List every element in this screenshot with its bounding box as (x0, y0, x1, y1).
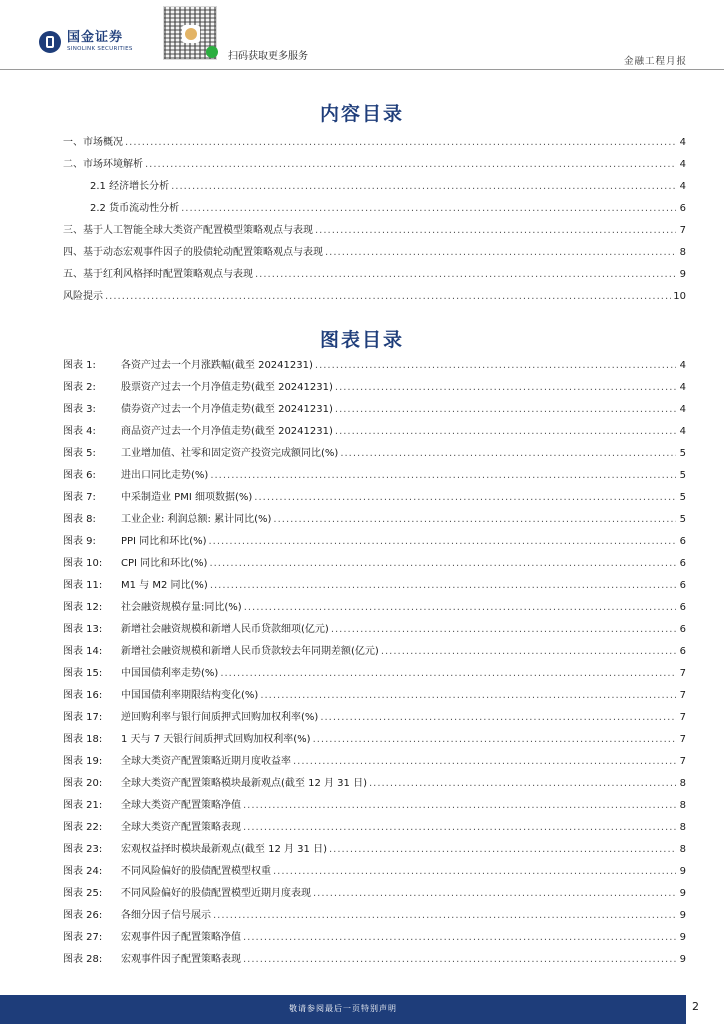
dot-leader (273, 866, 676, 877)
toc-entry[interactable] (63, 243, 686, 265)
lof-entry[interactable] (63, 378, 686, 400)
lof-entry-label (63, 752, 291, 767)
lof-entry-label (63, 378, 333, 393)
lof-entry-number: 图表 3: (63, 404, 96, 415)
header-divider (0, 69, 724, 70)
lof-entry-number: 图表 27: (63, 932, 103, 943)
lof-entry-page: 6 (679, 646, 686, 657)
lof-entry-title: 宏观权益择时模块最新观点(截至 12 月 31 日) (121, 844, 327, 855)
dot-leader (369, 778, 676, 789)
toc-entry-page: 7 (679, 225, 686, 236)
lof-entry-label (63, 950, 241, 965)
toc-entry-label: 2.1 经济增长分析 (90, 181, 170, 192)
lof-entry-label (63, 730, 311, 745)
dot-leader (315, 225, 676, 236)
toc-entry-page: 4 (679, 159, 686, 170)
dot-leader (313, 888, 676, 899)
toc-list (63, 133, 686, 309)
dot-leader (335, 382, 676, 393)
lof-entry-page: 4 (679, 426, 686, 437)
lof-entry-title: CPI 同比和环比(%) (121, 558, 208, 569)
dot-leader (243, 932, 676, 943)
lof-entry-number: 图表 2: (63, 382, 96, 393)
lof-entry-number: 图表 19: (63, 756, 103, 767)
lof-entry-label (63, 906, 211, 921)
dot-leader (315, 360, 676, 371)
lof-entry[interactable] (63, 664, 686, 686)
dot-leader (220, 668, 676, 679)
lof-entry-number: 图表 9: (63, 536, 96, 547)
dot-leader (209, 558, 676, 569)
lof-list (63, 356, 686, 972)
dot-leader (145, 159, 676, 170)
lof-entry[interactable] (63, 884, 686, 906)
lof-entry-label (63, 532, 207, 547)
lof-entry[interactable] (63, 444, 686, 466)
lof-entry-page: 5 (679, 492, 686, 503)
page-number: 2 (692, 1000, 699, 1013)
lof-entry-title: 股票资产过去一个月净值走势(截至 20241231) (121, 382, 333, 393)
toc-entry-label: 四、基于动态宏观事件因子的股债轮动配置策略观点与表现 (63, 247, 323, 258)
toc-entry[interactable] (63, 221, 686, 243)
footer-disclaimer: 敬请参阅最后一页特别声明 (289, 1004, 397, 1013)
dot-leader (313, 734, 676, 745)
lof-entry-page: 7 (679, 668, 686, 679)
lof-entry[interactable] (63, 686, 686, 708)
lof-entry-number: 图表 14: (63, 646, 103, 657)
lof-entry-number: 图表 26: (63, 910, 103, 921)
lof-entry-page: 9 (679, 888, 686, 899)
lof-entry-number: 图表 10: (63, 558, 103, 569)
lof-entry-label (63, 510, 271, 525)
lof-entry-number: 图表 8: (63, 514, 96, 525)
dot-leader (181, 203, 676, 214)
lof-entry-label (63, 884, 311, 899)
lof-entry[interactable] (63, 796, 686, 818)
dot-leader (243, 800, 676, 811)
lof-entry-number: 图表 21: (63, 800, 103, 811)
lof-entry[interactable] (63, 730, 686, 752)
lof-entry-number: 图表 17: (63, 712, 103, 723)
lof-entry-title: 中采制造业 PMI 细项数据(%) (121, 492, 253, 503)
lof-entry-page: 7 (679, 712, 686, 723)
dot-leader (254, 492, 676, 503)
lof-entry-number: 图表 24: (63, 866, 103, 877)
dot-leader (210, 470, 676, 481)
lof-entry-label (63, 576, 208, 591)
lof-entry-title: 宏观事件因子配置策略表现 (121, 954, 241, 965)
toc-entry[interactable] (63, 155, 686, 177)
lof-entry[interactable] (63, 752, 686, 774)
dot-leader (171, 181, 676, 192)
toc-entry-label: 五、基于红利风格择时配置策略观点与表现 (63, 269, 253, 280)
lof-entry-title: 全球大类资产配置策略近期月度收益率 (121, 756, 291, 767)
lof-entry[interactable] (63, 862, 686, 884)
lof-entry-title: M1 与 M2 同比(%) (121, 580, 208, 591)
toc-entry-label: 三、基于人工智能全球大类资产配置模型策略观点与表现 (63, 225, 313, 236)
lof-entry-label (63, 554, 207, 569)
lof-entry-label (63, 840, 327, 855)
lof-entry-title: 中国国债利率走势(%) (121, 668, 219, 679)
lof-entry-title: 工业企业: 利润总额: 累计同比(%) (121, 514, 272, 525)
lof-entry-page: 9 (679, 932, 686, 943)
toc-entry-page: 8 (679, 247, 686, 258)
lof-entry-label (63, 708, 318, 723)
toc-entry-label: 2.2 货币流动性分析 (90, 203, 180, 214)
toc-entry-page: 6 (679, 203, 686, 214)
lof-entry-label (63, 664, 218, 679)
lof-entry[interactable] (63, 466, 686, 488)
lof-entry[interactable] (63, 620, 686, 642)
lof-entry[interactable] (63, 576, 686, 598)
lof-entry-number: 图表 28: (63, 954, 103, 965)
lof-entry-title: 不同风险偏好的股债配置模型近期月度表现 (121, 888, 311, 899)
lof-entry-label (63, 400, 333, 415)
toc-entry[interactable] (63, 287, 686, 309)
dot-leader (243, 822, 676, 833)
lof-entry[interactable] (63, 906, 686, 928)
lof-entry-title: 各资产过去一个月涨跌幅(截至 20241231) (121, 360, 313, 371)
lof-entry-title: PPI 同比和环比(%) (121, 536, 207, 547)
lof-entry-title: 1 天与 7 天银行间质押式回购加权利率(%) (121, 734, 311, 745)
lof-entry-title: 社会融资规模存量:同比(%) (121, 602, 242, 613)
lof-entry-page: 6 (679, 580, 686, 591)
lof-entry-number: 图表 12: (63, 602, 103, 613)
dot-leader (255, 269, 676, 280)
qr-center-logo-icon (182, 25, 200, 43)
lof-entry[interactable] (63, 928, 686, 950)
lof-entry-page: 5 (679, 514, 686, 525)
lof-entry-label (63, 928, 241, 943)
lof-entry-label (63, 620, 329, 635)
toc-entry[interactable] (63, 265, 686, 287)
dot-leader (320, 712, 676, 723)
lof-entry-page: 6 (679, 624, 686, 635)
toc-entry-page: 4 (679, 137, 686, 148)
logo-text (67, 31, 133, 53)
lof-entry-number: 图表 22: (63, 822, 103, 833)
lof-entry[interactable] (63, 422, 686, 444)
qr-caption: 扫码获取更多服务 (228, 51, 308, 62)
wechat-icon (206, 46, 218, 58)
lof-entry-page: 9 (679, 910, 686, 921)
dot-leader (210, 580, 676, 591)
lof-entry-page: 7 (679, 734, 686, 745)
dot-leader (260, 690, 676, 701)
lof-entry-page: 5 (679, 470, 686, 481)
dot-leader (213, 910, 676, 921)
lof-entry-title: 各细分因子信号展示 (121, 910, 211, 921)
lof-entry-number: 图表 18: (63, 734, 103, 745)
lof-entry-label (63, 422, 333, 437)
lof-entry-number: 图表 1: (63, 360, 96, 371)
lof-entry-page: 5 (679, 448, 686, 459)
lof-entry-label (63, 686, 258, 701)
lof-entry-number: 图表 20: (63, 778, 103, 789)
lof-entry-label (63, 488, 252, 503)
lof-entry-label (63, 774, 367, 789)
dot-leader (209, 536, 677, 547)
lof-entry-number: 图表 7: (63, 492, 96, 503)
lof-entry-label (63, 598, 242, 613)
lof-entry-number: 图表 11: (63, 580, 103, 591)
dot-leader (340, 448, 676, 459)
lof-entry-page: 4 (679, 382, 686, 393)
toc-entry[interactable] (63, 177, 686, 199)
lof-entry-label (63, 796, 241, 811)
lof-entry[interactable] (63, 488, 686, 510)
dot-leader (329, 844, 676, 855)
lof-entry[interactable] (63, 818, 686, 840)
lof-entry-label (63, 818, 241, 833)
toc-entry[interactable] (63, 199, 686, 221)
report-type: 金融工程月报 (623, 56, 687, 67)
lof-title: 图表目录 (319, 329, 404, 351)
lof-entry-page: 9 (679, 954, 686, 965)
lof-entry-page: 4 (679, 404, 686, 415)
lof-entry-page: 4 (679, 360, 686, 371)
lof-entry[interactable] (63, 950, 686, 972)
lof-entry[interactable] (63, 708, 686, 730)
lof-entry-title: 全球大类资产配置策略模块最新观点(截至 12 月 31 日) (121, 778, 367, 789)
lof-entry[interactable] (63, 400, 686, 422)
lof-entry[interactable] (63, 356, 686, 378)
lof-entry-title: 宏观事件因子配置策略净值 (121, 932, 241, 943)
lof-entry-title: 进出口同比走势(%) (121, 470, 209, 481)
company-logo (39, 28, 133, 56)
lof-entry-label (63, 356, 313, 371)
lof-entry-label (63, 862, 271, 877)
lof-entry-title: 商品资产过去一个月净值走势(截至 20241231) (121, 426, 333, 437)
lof-entry-title: 新增社会融资规模和新增人民币贷款较去年同期差额(亿元) (121, 646, 379, 657)
lof-entry-title: 全球大类资产配置策略净值 (121, 800, 241, 811)
lof-entry-page: 6 (679, 602, 686, 613)
toc-title: 内容目录 (319, 103, 404, 125)
lof-entry-title: 中国国债利率期限结构变化(%) (121, 690, 259, 701)
lof-entry-page: 8 (679, 778, 686, 789)
dot-leader (243, 954, 676, 965)
lof-entry-title: 债券资产过去一个月净值走势(截至 20241231) (121, 404, 333, 415)
lof-entry-number: 图表 13: (63, 624, 103, 635)
lof-entry-label (63, 642, 379, 657)
toc-entry[interactable] (63, 133, 686, 155)
lof-entry-page: 7 (679, 690, 686, 701)
dot-leader (325, 247, 676, 258)
lof-entry-page: 8 (679, 844, 686, 855)
dot-leader (125, 137, 676, 148)
dot-leader (105, 291, 671, 302)
dot-leader (273, 514, 676, 525)
lof-entry-label (63, 466, 208, 481)
lof-entry[interactable] (63, 532, 686, 554)
lof-entry-title: 逆回购利率与银行间质押式回购加权利率(%) (121, 712, 319, 723)
lof-entry[interactable] (63, 510, 686, 532)
logo-en: SINOLINK SECURITIES (67, 46, 133, 53)
dot-leader (244, 602, 676, 613)
page-header (0, 0, 724, 72)
lof-entry-page: 6 (679, 558, 686, 569)
lof-entry-number: 图表 16: (63, 690, 103, 701)
logo-icon (39, 31, 61, 53)
lof-entry[interactable] (63, 554, 686, 576)
lof-entry-number: 图表 6: (63, 470, 96, 481)
lof-entry-title: 新增社会融资规模和新增人民币贷款细项(亿元) (121, 624, 329, 635)
lof-entry-number: 图表 15: (63, 668, 103, 679)
lof-entry-title: 工业增加值、社零和固定资产投资完成额同比(%) (121, 448, 339, 459)
toc-entry-label: 风险提示 (63, 291, 103, 302)
lof-entry-page: 6 (679, 536, 686, 547)
lof-entry[interactable] (63, 642, 686, 664)
dot-leader (335, 426, 676, 437)
lof-entry-number: 图表 25: (63, 888, 103, 899)
lof-entry[interactable] (63, 598, 686, 620)
lof-entry-number: 图表 23: (63, 844, 103, 855)
lof-entry-label (63, 444, 338, 459)
lof-entry[interactable] (63, 774, 686, 796)
logo-cn: 国金证券 (67, 30, 124, 46)
lof-entry-page: 8 (679, 822, 686, 833)
lof-entry-number: 图表 4: (63, 426, 96, 437)
dot-leader (293, 756, 676, 767)
lof-entry-page: 8 (679, 800, 686, 811)
lof-entry-page: 9 (679, 866, 686, 877)
toc-entry-label: 二、市场环境解析 (63, 159, 143, 170)
lof-entry-page: 7 (679, 756, 686, 767)
toc-entry-label: 一、市场概况 (63, 137, 123, 148)
dot-leader (381, 646, 676, 657)
lof-entry-title: 不同风险偏好的股债配置模型权重 (121, 866, 271, 877)
dot-leader (331, 624, 676, 635)
toc-entry-page: 9 (679, 269, 686, 280)
lof-entry-number: 图表 5: (63, 448, 96, 459)
toc-entry-page: 4 (679, 181, 686, 192)
toc-entry-page: 10 (673, 291, 686, 302)
lof-entry[interactable] (63, 840, 686, 862)
lof-entry-title: 全球大类资产配置策略表现 (121, 822, 241, 833)
dot-leader (335, 404, 676, 415)
